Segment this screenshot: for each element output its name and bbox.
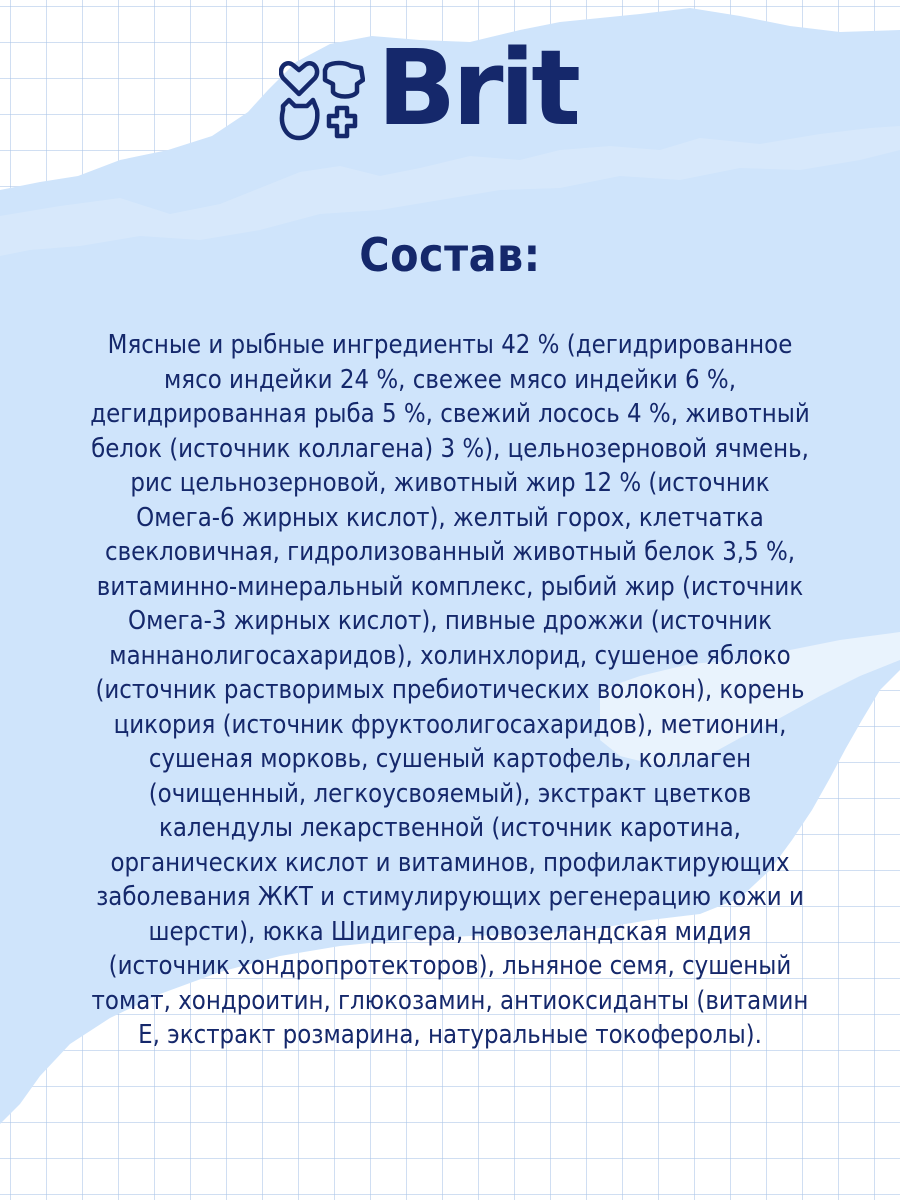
composition-line: Омега-3 жирных кислот), пивные дрожжи (источник bbox=[128, 606, 772, 636]
composition-line: мясо индейки 24 %, свежее мясо индейки 6 %, bbox=[164, 364, 736, 395]
composition-line: (источник растворимых пребиотических волокон), корень bbox=[95, 675, 805, 705]
composition-line: рис цельнозерновой, животный жир 12 % (источник bbox=[130, 468, 770, 498]
composition-line: цикория (источник фруктоолигосахаридов), метионин, bbox=[113, 709, 787, 740]
composition-text bbox=[40, 328, 860, 1053]
composition-line: (очищенный, легкоусвояемый), экстракт цветков bbox=[148, 778, 752, 809]
composition-line: Омега-6 жирных кислот), желтый горох, клетчатка bbox=[136, 502, 764, 533]
composition-line: маннанолигосахаридов), холинхлорид, сушеное яблоко bbox=[109, 640, 791, 671]
composition-line: дегидрированная рыба 5 %, свежий лосось 4 %, животный bbox=[90, 399, 810, 429]
composition-line: томат, хондроитин, глюкозамин, антиоксиданты (витамин bbox=[91, 985, 809, 1016]
brand-wordmark: Brit bbox=[377, 27, 577, 149]
composition-line: заболевания ЖКТ и стимулирующих регенерацию кожи и bbox=[96, 882, 804, 912]
composition-line: органических кислот и витаминов, профилактирующих bbox=[110, 847, 790, 878]
composition-line: Мясные и рыбные ингредиенты 42 % (дегидрированное bbox=[107, 330, 793, 360]
composition-heading: Состав: bbox=[359, 228, 541, 282]
brit-logo bbox=[279, 27, 579, 149]
composition-line: Е, экстракт розмарина, натуральные токоферолы). bbox=[138, 1020, 762, 1050]
composition-line: белок (источник коллагена) 3 %), цельнозерновой ячмень, bbox=[91, 433, 809, 464]
composition-line: (источник хондропротекторов), льняное семя, сушеный bbox=[108, 951, 792, 981]
composition-line: свекловичная, гидролизованный животный белок 3,5 %, bbox=[104, 537, 796, 567]
composition-line: шерсти), юкка Шидигера, новозеландская мидия bbox=[148, 916, 752, 947]
pet-care-icon bbox=[279, 60, 365, 144]
composition-line: календулы лекарственной (источник каротина, bbox=[159, 813, 741, 843]
composition-line: сушеная морковь, сушеный картофель, коллаген bbox=[148, 744, 752, 774]
composition-line: витаминно-минеральный комплекс, рыбий жир (источник bbox=[96, 571, 804, 602]
